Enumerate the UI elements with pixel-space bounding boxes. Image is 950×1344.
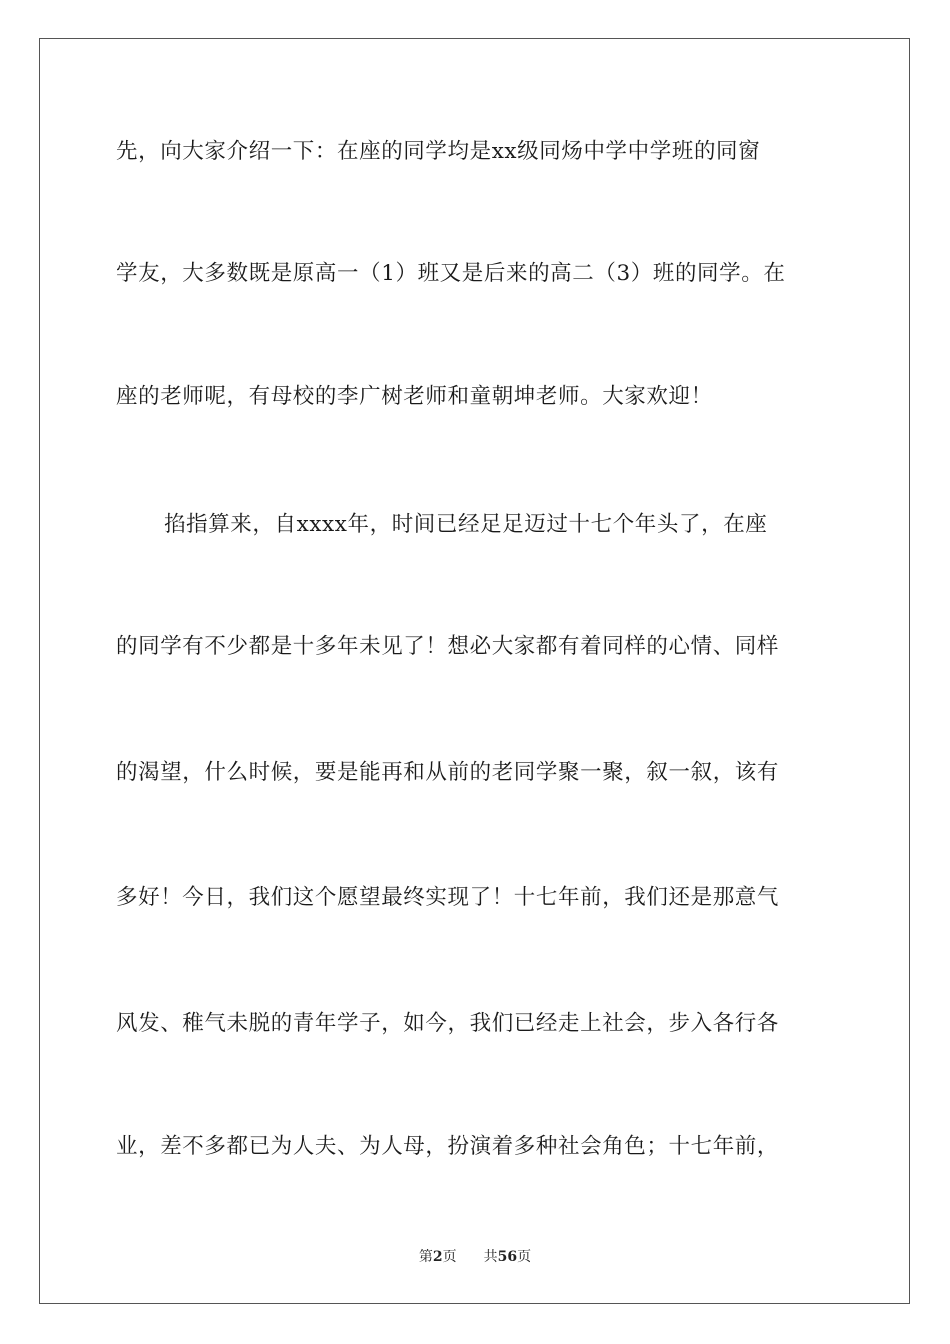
body-line-9: 业，差不多都已为人夫、为人母，扮演着多种社会角色；十七年前， (116, 1134, 780, 1159)
body-line-2: 学友，大多数既是原高一（1）班又是后来的高二（3）班的同学。在 (116, 261, 786, 286)
body-line-6: 的渴望，什么时候，要是能再和从前的老同学聚一聚，叙一叙，该有 (116, 760, 780, 785)
page-suffix: 页 (442, 1249, 457, 1265)
body-line-8: 风发、稚气未脱的青年学子，如今，我们已经走上社会，步入各行各 (116, 1011, 780, 1036)
total-prefix: 共 (483, 1249, 498, 1265)
page-number: 2 (432, 1249, 443, 1265)
total-pages: 56 (497, 1249, 518, 1265)
total-label (484, 1247, 531, 1267)
page-prefix: 第 (418, 1249, 433, 1265)
page-footer (0, 1247, 950, 1267)
body-line-4: 掐指算来，自xxxx年，时间已经足足迈过十七个年头了，在座 (164, 512, 768, 537)
body-line-1: 先，向大家介绍一下：在座的同学均是xx级同炀中学中学班的同窗 (116, 139, 761, 164)
page-border (39, 38, 910, 1304)
total-suffix: 页 (517, 1249, 532, 1265)
body-line-3: 座的老师呢，有母校的李广树老师和童朝坤老师。大家欢迎！ (116, 384, 713, 409)
page-label (419, 1247, 457, 1267)
body-line-7: 多好！今日，我们这个愿望最终实现了！十七年前，我们还是那意气 (116, 885, 780, 910)
body-line-5: 的同学有不少都是十多年未见了！想必大家都有着同样的心情、同样 (116, 634, 780, 659)
